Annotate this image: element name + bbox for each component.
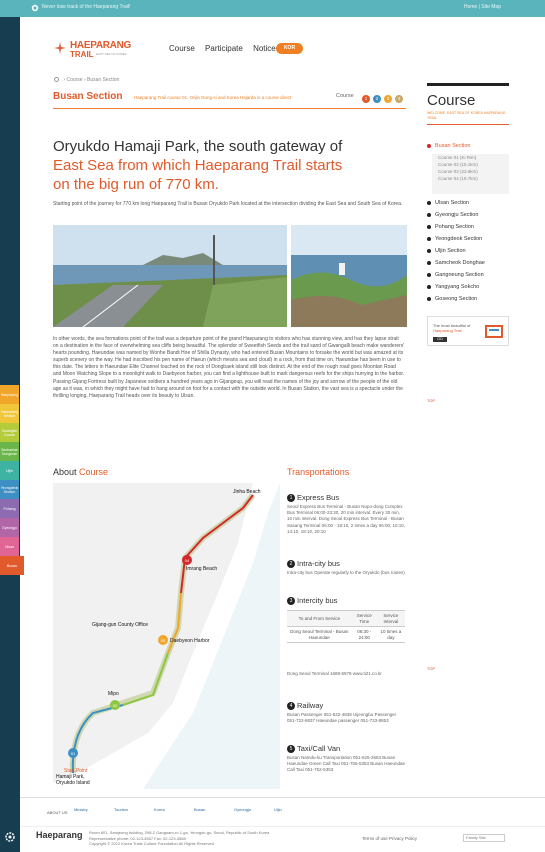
breadcrumb-course[interactable]: Course	[66, 77, 83, 83]
home-icon[interactable]	[54, 77, 59, 82]
logo-trail: TRAIL	[70, 50, 94, 59]
logo-name: HAEPARANG	[70, 40, 132, 51]
top-links[interactable]: Home | Site Map	[463, 4, 501, 10]
transport-heading: Transportations	[287, 467, 350, 477]
footer-links[interactable]: Terms of use Privacy Policy	[362, 836, 418, 841]
breadcrumb: › Course › Busan Section	[54, 77, 119, 83]
map-label-start1: Start Point	[64, 768, 88, 774]
top-bar	[0, 0, 545, 17]
logo-mark-icon	[53, 41, 67, 55]
course-sidebar	[427, 83, 509, 125]
book-icon	[484, 322, 504, 340]
headline	[53, 137, 373, 194]
about-course-heading: About Course	[53, 467, 109, 477]
gear-icon[interactable]	[5, 832, 15, 842]
left-tab-seohaelae[interactable]: Seohaelae Dongmae	[0, 442, 19, 461]
sidebar-sub-course-02[interactable]: Course 02 (15.1km)	[438, 162, 478, 167]
course-label: Course	[336, 93, 354, 99]
sidebar-desc: WELCOME, EAST SEA OF KOREA HAEPARANG TRAIL	[427, 111, 506, 120]
transport-intercity-title: 3 Intercity bus	[287, 596, 337, 605]
sidebar-item-yeongdeok[interactable]: Yeongdeok Section	[427, 236, 482, 242]
sidebar-sub-course-03[interactable]: Course 03 (23.5km)	[438, 169, 478, 174]
sidebar-item-ulsan[interactable]: Ulsan Section	[427, 200, 469, 206]
sponsor-logo-5[interactable]: Gyeongju	[234, 807, 252, 812]
promo-banner[interactable]: The most beautiful of Haeparang Trail GO	[427, 316, 509, 346]
top-button-2[interactable]: TOP	[426, 666, 436, 671]
footer-about-label: ABOUT US	[47, 810, 68, 815]
headline-line1: Oryukdo Hamaji Park, the south gateway of	[53, 138, 343, 155]
page-title: Busan Section	[53, 91, 123, 102]
course-button-3[interactable]: 3	[384, 95, 392, 103]
breadcrumb-current: Busan Section	[87, 77, 120, 83]
sponsor-logo-6[interactable]: Uljin	[274, 807, 282, 812]
intercity-table: To and From Service Service Time Service Interval Dong Seoul Terminal - Busan Haeundae 06:30 - 24:00 10 times a day	[287, 610, 405, 643]
left-tab-uljin[interactable]: Uljin	[0, 461, 19, 480]
top-button-1[interactable]: TOP	[426, 398, 436, 403]
sidebar-sub-course-04[interactable]: Course 04 (18.7km)	[438, 176, 478, 181]
sidebar-item-pohang[interactable]: Pohang Section	[427, 224, 474, 230]
course-map	[53, 483, 280, 789]
map-label-start2: Hamaji Park,	[56, 774, 85, 780]
left-tab-ulsan[interactable]: Ulsan	[0, 537, 19, 556]
map-label-mipo: Mipo	[108, 691, 119, 697]
sidebar-title: Course	[427, 92, 476, 109]
page-subtitle: Haeparang Trail course 01. Orijin Dong-si and Korea Hajarda is a course direct	[134, 95, 292, 100]
left-tab-yeongdeok[interactable]: Yeongdeok Section	[0, 480, 19, 499]
language-button[interactable]: KOR	[276, 43, 303, 54]
transport-intracity-title: 2 Intra-city bus	[287, 559, 340, 568]
transport-railway-title: 4 Railway	[287, 701, 323, 710]
main-nav	[169, 44, 284, 53]
map-marker-01-label: 01	[70, 751, 76, 756]
footer-address: Room 801, Samjeong building, 298-2 Gangnam-ro 1-ga, Yeongdo-gu, Seoul, Republic of South Korea Representative phone: 02-123-4567 Fax: 02-123-4568 Copyright © 2012 Korea Trails Culture Foundation All Rights Reserved	[89, 830, 270, 846]
map-label-daebyeon: Daebyeon Harbor	[170, 638, 210, 644]
sidebar-sub-course-01[interactable]: Course 01 (Ki Rim)	[438, 155, 477, 160]
map-label-start3: Oryukdo Island	[56, 780, 90, 786]
course-button-4[interactable]: 4	[395, 95, 403, 103]
bell-icon	[31, 4, 39, 12]
course-button-2[interactable]: 2	[373, 95, 381, 103]
transport-express-body: Seoul Express Bus Terminal - Busan Nopo-dong Complex Bus Terminal 06:00-23:30, 20 min interval. Every 30 min, 10 min interval. Dong Seoul Express Bus Terminal - Busan Sasang Terminal 06:00 - 18:10, 2 times a day 06:00, 10:10, 14:10, 18:10, 20:10	[287, 504, 405, 534]
sidebar-item-gyeongju[interactable]: Gyeongju Section	[427, 212, 478, 218]
left-tab-gwanglim[interactable]: Gwanglim Course	[0, 423, 19, 442]
left-tab-haeparang[interactable]: Haeparang	[0, 385, 19, 404]
left-tab-busan[interactable]: Busan	[0, 556, 24, 575]
sidebar-item-yangyang[interactable]: Yangyang Sokcho	[427, 284, 479, 290]
sidebar-item-uljin[interactable]: Uljin Section	[427, 248, 466, 254]
body-text: In other words, the sea formations point of the trail was a departure point of the grand Haeparang to visitors who has stunning view, and has they lapse strait on a destination in the face of overwhelming sea cliffs being beautiful. The splendor of Sweetfish Seeds and the trail sand of Gwangalli beach make wanderers' hearts pounding. Haeundae was named by Wonhe Bandi Hoe of Shilla Dynasty, who had entered Busan Mountains to forsake the world but was amazed at its superb scenery on the way. He had inscribed his pen name of Haeun (which means sea and cloud) in a rock, from that time on, Haeundae has been in use to this date. The letters in Haeundae Elite Channel touched on the rock of Dongbaek island still look distinct. At the end of the rough road goes Moontan Road and Moon Watching Slope to a moonlight walk to Daebyeon harbor, you can find a lighthouse built to mark dangerous reefs for the ships hurrying to the harbor. Passing Gijang Fortress built by Japanese soldiers a hundred years ago in Gijangeup, you will read the names of the joy and sorrow of the people of the old age as it was, in which they might have had to hang around on foot for a contact with the outside world. In Busan Station, the vast sea is a spectacle under the thrilling longing, Haeparang Trail heads over its beauty to Ulsan.	[53, 336, 405, 399]
map-marker-03-label: 03	[160, 638, 166, 643]
section-title-row	[53, 89, 406, 109]
course-button-1[interactable]: 1	[362, 95, 370, 103]
nav-participate[interactable]: Participate	[205, 44, 243, 53]
left-tab-gyeongju[interactable]: Gyeongju	[0, 518, 19, 537]
intro-text: Starting point of the journey for 770 km long Haeparang Trail is Busan Oryukdo Park located at the intersection dividing the East Sea and South Sea of Korea.	[53, 201, 403, 207]
promo-go-button[interactable]: GO	[433, 337, 447, 342]
left-tab-list	[0, 385, 20, 575]
sponsor-logo-2[interactable]: Tourism	[114, 807, 129, 812]
footer-logo: Haeparang	[36, 830, 83, 840]
headline-line3: on the big run of 770 km.	[53, 176, 219, 193]
transport-taxi-title: 5 Taxi/Call Van	[287, 744, 340, 753]
map-marker-04-label: 04	[184, 558, 190, 563]
site-logo[interactable]	[53, 39, 133, 61]
nav-notice[interactable]: Notice	[253, 44, 276, 53]
transport-express-title: 1 Express Bus	[287, 493, 339, 502]
sidebar-item-goseong[interactable]: Goseong Section	[427, 296, 477, 302]
sponsor-logo-3[interactable]: Korea	[154, 807, 165, 812]
left-tab-pohang[interactable]: Pohang	[0, 499, 19, 518]
map-label-imrang: Imrang Beach	[186, 566, 218, 572]
transport-railway-body: Busan Passenger 051-522-4838 Uijeongbu Passenger 051-722-8837 Haeundae passenger 051-733-8853	[287, 712, 397, 724]
sidebar-item-samcheok[interactable]: Samcheok Donghae	[427, 260, 485, 266]
headline-line2: East Sea from which Haeparang Trail starts	[53, 157, 343, 174]
family-site-select[interactable]: Family Site	[463, 834, 505, 842]
map-label-jinha: Jinha Beach	[233, 489, 261, 495]
sidebar-item-gangneung[interactable]: Gangneung Section	[427, 272, 484, 278]
coastal-road-photo	[53, 225, 287, 327]
left-tab-haeparang-section[interactable]: Haeparang Section	[0, 404, 19, 423]
nav-course[interactable]: Course	[169, 44, 195, 53]
coastal-cliff-photo	[291, 225, 407, 327]
map-label-gijang: Gijang-gun County Office	[92, 622, 149, 628]
map-marker-02-label: 02	[112, 703, 118, 708]
left-sidebar	[0, 17, 20, 852]
logo-tagline: EAST SEA OF KOREA	[96, 52, 127, 56]
sponsor-logo-4[interactable]: Busan	[194, 807, 206, 812]
sidebar-item-busan[interactable]: Busan Section	[427, 143, 470, 149]
top-notice[interactable]: Never lose track of the Haeparang Trail!	[42, 4, 131, 10]
intercity-note: Dong Seoul Terminal 1688-5979 www.ti21.co.kr	[287, 671, 382, 676]
transport-intracity-body: Intra-city bus Operate regularly to the Oryukdo (bus routes)	[287, 570, 405, 575]
sponsor-logo-1[interactable]: Ministry	[74, 807, 88, 812]
transport-taxi-body: Busan Namdu-ku Transportation 051-625-2553 Busan Haeundae Green Call Taxi 051-755-5353 Busan Haeundae Call Taxi 051-752-5353	[287, 755, 406, 773]
sidebar-subitems	[432, 154, 509, 194]
